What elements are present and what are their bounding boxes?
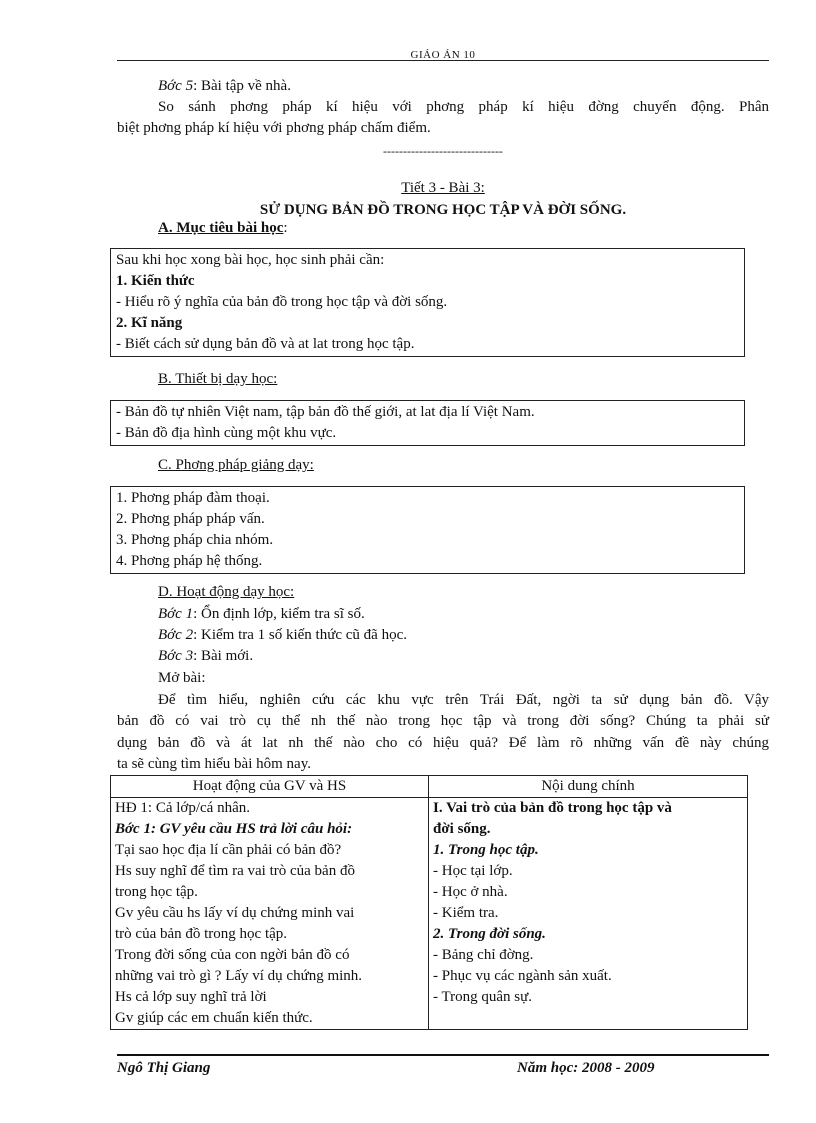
table-cell-activity	[111, 798, 429, 1030]
step-line	[158, 646, 769, 667]
table-row	[111, 798, 748, 1030]
page-header-title: GIÁO ÁN 10	[410, 49, 476, 61]
section-c-line: 3. Phơng pháp chia nhóm.	[116, 532, 274, 548]
section-c-line: 1. Phơng pháp đàm thoại.	[116, 490, 270, 506]
step1-label: Bớc 1	[158, 606, 194, 622]
activity-line: HĐ 1: Cả lớp/cá nhân.	[115, 800, 250, 816]
footer-school-year: Năm học: 2008 - 2009	[517, 1060, 655, 1076]
section-a-heading-colon: :	[283, 220, 288, 236]
section-a-box	[110, 248, 745, 357]
section-divider: ------------------------------	[383, 144, 503, 158]
content-line: - Học tại lớp.	[433, 863, 513, 879]
section-c-heading: C. Phơng pháp giảng dạy:	[158, 457, 314, 473]
section-b-heading: B. Thiết bị dạy học:	[158, 371, 278, 387]
step5-label: Bớc 5	[158, 78, 194, 94]
activity-line: Trong đời sống của con ngời bản đồ có	[115, 947, 350, 963]
table-header-content: Nội dung chính	[429, 776, 748, 798]
footer-author: Ngô Thị Giang	[117, 1060, 211, 1076]
step3-text: : Bài mới.	[193, 648, 254, 664]
section-a-line: 1. Kiến thức	[116, 273, 195, 289]
section-a-heading-text: A. Mục tiêu bài học	[158, 220, 284, 236]
table-header-row	[111, 776, 748, 798]
activity-line: Hs suy nghĩ để tìm ra vai trò của bản đồ	[115, 863, 355, 879]
step5-text: : Bài tập về nhà.	[193, 78, 291, 94]
activity-line: Bớc 1: GV yêu cầu HS trả lời câu hỏi:	[115, 821, 353, 837]
lesson-title: SỬ DỤNG BẢN ĐỒ TRONG HỌC TẬP VÀ ĐỜI SỐNG.	[259, 202, 627, 218]
step-line	[158, 625, 769, 646]
content-line: đời sống.	[433, 821, 491, 837]
activity-line: trong học tập.	[115, 884, 198, 900]
content-line: - Kiểm tra.	[433, 905, 499, 921]
content-line: 1. Trong học tập.	[433, 842, 539, 858]
mo-bai-para-line: ta sẽ cùng tìm hiểu bài hôm nay.	[117, 756, 311, 772]
content-line: 2. Trong đời sống.	[433, 926, 546, 942]
section-d-heading: D. Hoạt động dạy học:	[158, 584, 295, 600]
mo-bai-para-line: bản đồ có vai trò cụ thể nh thế nào trong học tập và trong đời sống? Chúng ta phải sử	[117, 713, 769, 729]
activity-line: Hs cả lớp suy nghĩ trả lời	[115, 989, 267, 1005]
step3-label: Bớc 3	[158, 648, 194, 664]
activity-line: Gv giúp các em chuẩn kiến thức.	[115, 1010, 313, 1026]
section-c-box	[110, 486, 745, 574]
section-b-line: - Bản đồ tự nhiên Việt nam, tập bản đồ thế giới, at lat địa lí Việt Nam.	[116, 404, 535, 420]
section-a-heading	[158, 218, 769, 239]
step1-text: : Ổn định lớp, kiểm tra sĩ số.	[193, 606, 365, 622]
content-line: - Học ở nhà.	[433, 884, 508, 900]
activity-table	[110, 775, 748, 1030]
lesson-number: Tiết 3 - Bài 3:	[401, 180, 485, 196]
step2-label: Bớc 2	[158, 627, 194, 643]
section-a-line: 2. Kĩ năng	[116, 315, 183, 331]
step2-text: : Kiểm tra 1 số kiến thức cũ đã học.	[193, 627, 407, 643]
mo-bai-para-line: dụng bản đồ và át lat nh thế nào cho có hiệu quả? Để làm rõ những vấn đề này chúng	[117, 735, 769, 751]
content-line: I. Vai trò của bản đồ trong học tập và	[433, 800, 672, 816]
section-a-line: Sau khi học xong bài học, học sinh phải cần:	[116, 252, 385, 268]
mo-bai-para-line: Để tìm hiểu, nghiên cứu các khu vực trên Trái Đất, ngời ta sử dụng bản đồ. Vậy	[158, 692, 769, 708]
content-line: - Phục vụ các ngành sản xuất.	[433, 968, 612, 984]
section-a-line: - Hiểu rõ ý nghĩa của bản đồ trong học tập và đời sống.	[116, 294, 448, 310]
table-header-activity: Hoạt động của GV và HS	[111, 776, 429, 798]
section-c-line: 2. Phơng pháp pháp vấn.	[116, 511, 265, 527]
section-b-box	[110, 400, 745, 446]
header-divider	[117, 60, 769, 61]
intro-para-line1: So sánh phơng pháp kí hiệu với phơng pháp kí hiệu đờng chuyển động. Phân	[158, 99, 769, 115]
activity-line: Tại sao học địa lí cần phải có bản đồ?	[115, 842, 342, 858]
section-b-line: - Bản đồ địa hình cùng một khu vực.	[116, 425, 337, 441]
section-c-line: 4. Phơng pháp hệ thống.	[116, 553, 263, 569]
footer-divider	[117, 1054, 769, 1056]
section-a-line: - Biết cách sử dụng bản đồ và at lat trong học tập.	[116, 336, 415, 352]
activity-line: Gv yêu cầu hs lấy ví dụ chứng minh vai	[115, 905, 355, 921]
step5-line	[158, 76, 769, 97]
table-cell-content	[429, 798, 748, 1030]
activity-line: trò của bản đồ trong học tập.	[115, 926, 288, 942]
activity-line: những vai trò gì ? Lấy ví dụ chứng minh.	[115, 968, 363, 984]
intro-para-line2: biệt phơng pháp kí hiệu với phơng pháp chấm điểm.	[117, 120, 431, 136]
content-line: - Bảng chỉ đờng.	[433, 947, 534, 963]
mo-bai-label: Mở bài:	[158, 670, 206, 686]
content-line: - Trong quân sự.	[433, 989, 532, 1005]
step-line	[158, 604, 769, 625]
